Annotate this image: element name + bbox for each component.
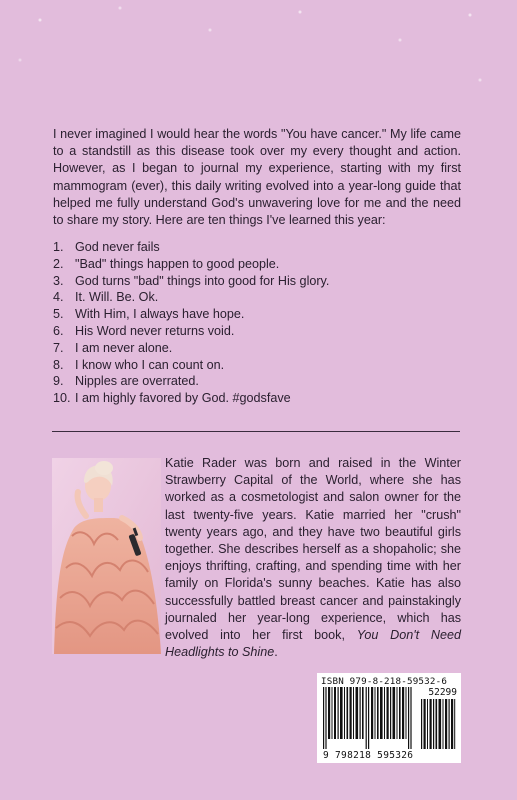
list-item (53, 256, 461, 273)
author-bio-text: Katie Rader was born and raised in the Winter Strawberry Capital of the World, where she has worked as a cosmetologist and salon owner for the last twenty-five years. Katie married her "crush" twenty years ago, and they have two beautiful girls together. She describes herself as a shopaholic; she enjoys thrifting, crafting, and spending time with her family on Florida's sunny beaches. Katie has also successfully battled breast cancer and painstakingly journaled her year-long experience, which has evolved into her first book, (165, 456, 461, 643)
ten-things-list (53, 239, 461, 407)
list-item-number: 2. (53, 256, 64, 271)
list-item-text: I am highly favored by God. #godsfave (75, 391, 291, 406)
author-photo-illustration (52, 458, 161, 654)
list-item-text: "Bad" things happen to good people. (75, 256, 280, 271)
book-title: You Don't Need Headlights to Shine (165, 628, 461, 660)
list-item (53, 239, 461, 256)
list-item-number: 3. (53, 273, 64, 288)
list-item-number: 1. (53, 240, 64, 254)
list-item (53, 323, 461, 340)
list-item (53, 357, 461, 374)
list-item-text: God never fails (75, 240, 160, 254)
list-item-text: I know who I can count on. (75, 357, 225, 372)
list-item-text: His Word never returns void. (75, 323, 235, 338)
list-item (53, 340, 461, 357)
list-item-text: God turns "bad" things into good for His glory. (75, 273, 330, 288)
list-item-number: 8. (53, 357, 64, 372)
list-item-number: 6. (53, 323, 64, 338)
list-item-text: Nipples are overrated. (75, 374, 199, 389)
barcode-addon-digits: 52299 (428, 687, 457, 698)
list-item-text: I am never alone. (75, 340, 173, 355)
author-bio-end: . (274, 645, 278, 660)
isbn-label: ISBN 979-8-218-59532-6 (321, 676, 448, 687)
list-item-number: 10. (53, 391, 71, 406)
section-divider (52, 431, 460, 432)
intro-paragraph: I never imagined I would hear the words "You have cancer." My life came to a standstill as this disease took over my every thought and action. However, as I began to journal my experience, starting with my first mammogram (ever), this daily writing evolved into a year-long guide that helped me fully understand God's unwavering love for me and the need to share my story. Here are ten things I've learned this year: (53, 127, 461, 228)
list-item-number: 7. (53, 340, 64, 355)
barcode-digits: 9 798218 595326 (323, 750, 414, 761)
list-item (53, 373, 461, 390)
list-item-number: 4. (53, 290, 64, 305)
author-photo (52, 458, 161, 654)
author-bio (165, 455, 461, 661)
list-item (53, 390, 461, 407)
list-item-text: It. Will. Be. Ok. (75, 290, 159, 305)
ean-barcode-bars (321, 687, 417, 749)
list-item-number: 9. (53, 374, 64, 389)
list-item-text: With Him, I always have hope. (75, 307, 245, 322)
isbn-barcode (317, 673, 461, 763)
list-item (53, 306, 461, 323)
list-item-number: 5. (53, 307, 64, 322)
list-item (53, 289, 461, 306)
list-item (53, 273, 461, 290)
addon-barcode-bars (420, 699, 456, 749)
